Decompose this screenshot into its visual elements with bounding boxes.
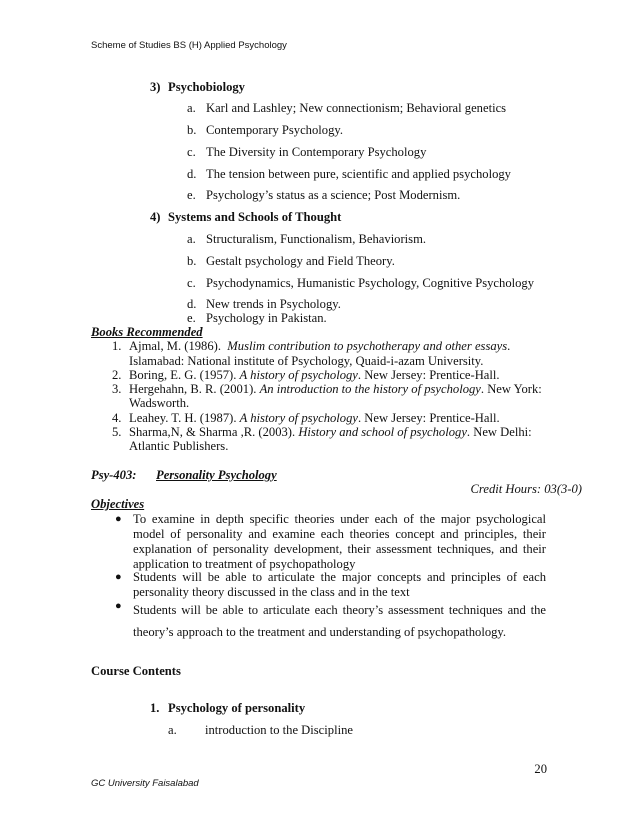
- section-4-number: 4): [150, 210, 161, 224]
- book-4-rest: . New Jersey: Prentice-Hall.: [357, 411, 500, 425]
- book-5-author: Sharma,N, & Sharma ,R. (2003).: [129, 425, 296, 439]
- book-5-line2: Atlantic Publishers.: [129, 439, 229, 453]
- s4-item-e-text: Psychology in Pakistan.: [206, 311, 327, 325]
- s3-item-b-letter: b.: [187, 123, 197, 137]
- book-5-entry: [129, 425, 532, 440]
- objective-3: Students will be able to articulate each theory’s assessment techniques and the theory’s approach to the treatment and understanding of psychopathology.: [133, 603, 546, 639]
- book-3-line2: Wadsworth.: [129, 396, 190, 410]
- s3-item-d-text: The tension between pure, scientific and applied psychology: [206, 167, 511, 181]
- s4-item-a-text: Structuralism, Functionalism, Behaviorism.: [206, 232, 427, 246]
- section-3-number: 3): [150, 80, 161, 94]
- s4-item-c-text: Psychodynamics, Humanistic Psychology, Cognitive Psychology: [206, 276, 535, 290]
- s4-item-b-letter: b.: [187, 254, 197, 268]
- book-2-number: 2.: [112, 368, 122, 382]
- objectives-heading: Objectives: [91, 497, 145, 511]
- course-contents-heading: Course Contents: [91, 664, 181, 678]
- s3-item-d-letter: d.: [187, 167, 197, 181]
- page-header: Scheme of Studies BS (H) Applied Psychology: [91, 40, 287, 51]
- book-3-number: 3.: [112, 382, 122, 396]
- s3-item-c-text: The Diversity in Contemporary Psychology: [206, 145, 427, 159]
- book-1-author: Ajmal, M. (1986).: [129, 339, 221, 353]
- book-2-author: Boring, E. G. (1957).: [129, 368, 237, 382]
- book-1-title: Muslim contribution to psychotherapy and other essays: [227, 339, 508, 353]
- book-5-rest: . New Delhi:: [466, 425, 532, 439]
- section-3-title: Psychobiology: [168, 80, 245, 94]
- book-1-rest: .: [507, 339, 511, 353]
- bullet-icon: ●: [115, 571, 122, 583]
- objective-1: To examine in depth specific theories under each of the major psychological model of personality and examine each theories concept and principles, their explanation of personality development, their assessment techniques, and their application to treatment of psychopathology: [133, 512, 546, 571]
- book-3-title: An introduction to the history of psychology: [259, 382, 481, 396]
- s4-item-d-letter: d.: [187, 297, 197, 311]
- page-number: 20: [534, 762, 547, 776]
- bullet-icon: ●: [115, 513, 122, 525]
- book-3-rest: . New York:: [480, 382, 542, 396]
- book-5-number: 5.: [112, 425, 122, 439]
- footer-institution: GC University Faisalabad: [91, 778, 199, 789]
- bullet-icon: ●: [115, 600, 122, 612]
- s3-item-e-text: Psychology’s status as a science; Post Modernism.: [206, 188, 461, 202]
- s4-item-a-letter: a.: [187, 232, 196, 246]
- course-code: Psy-403:: [91, 468, 137, 482]
- credit-hours: Credit Hours: 03(3-0): [470, 482, 582, 496]
- s4-item-c-letter: c.: [187, 276, 196, 290]
- content-section-1-number: 1.: [150, 701, 160, 715]
- book-3-entry: [129, 382, 542, 397]
- objective-2: Students will be able to articulate the major concepts and principles of each personality theory discussed in the class and in the text: [133, 570, 546, 599]
- section-4-title: Systems and Schools of Thought: [168, 210, 342, 224]
- content-item-a-letter: a.: [168, 723, 177, 737]
- book-1-entry: [129, 339, 510, 354]
- content-section-1-title: Psychology of personality: [168, 701, 306, 715]
- book-4-entry: [129, 411, 500, 426]
- s3-item-e-letter: e.: [187, 188, 196, 202]
- s3-item-a-letter: a.: [187, 101, 196, 115]
- book-2-rest: . New Jersey: Prentice-Hall.: [357, 368, 500, 382]
- book-2-title: A history of psychology: [239, 368, 358, 382]
- book-4-title: A history of psychology: [239, 411, 358, 425]
- content-item-a-text: introduction to the Discipline: [205, 723, 353, 737]
- course-title: Personality Psychology: [156, 468, 277, 482]
- s4-item-d-text: New trends in Psychology.: [206, 297, 341, 311]
- book-2-entry: [129, 368, 500, 383]
- s3-item-c-letter: c.: [187, 145, 196, 159]
- s4-item-e-letter: e.: [187, 311, 196, 325]
- book-4-number: 4.: [112, 411, 122, 425]
- book-1-number: 1.: [112, 339, 122, 353]
- book-4-author: Leahey. T. H. (1987).: [129, 411, 237, 425]
- s3-item-a-text: Karl and Lashley; New connectionism; Behavioral genetics: [206, 101, 507, 115]
- s3-item-b-text: Contemporary Psychology.: [206, 123, 343, 137]
- s4-item-b-text: Gestalt psychology and Field Theory.: [206, 254, 395, 268]
- books-heading: Books Recommended: [91, 325, 203, 339]
- book-5-title: History and school of psychology: [298, 425, 467, 439]
- book-1-line2: Islamabad: National institute of Psychology, Quaid-i-azam University.: [129, 354, 484, 368]
- book-3-author: Hergehahn, B. R. (2001).: [129, 382, 257, 396]
